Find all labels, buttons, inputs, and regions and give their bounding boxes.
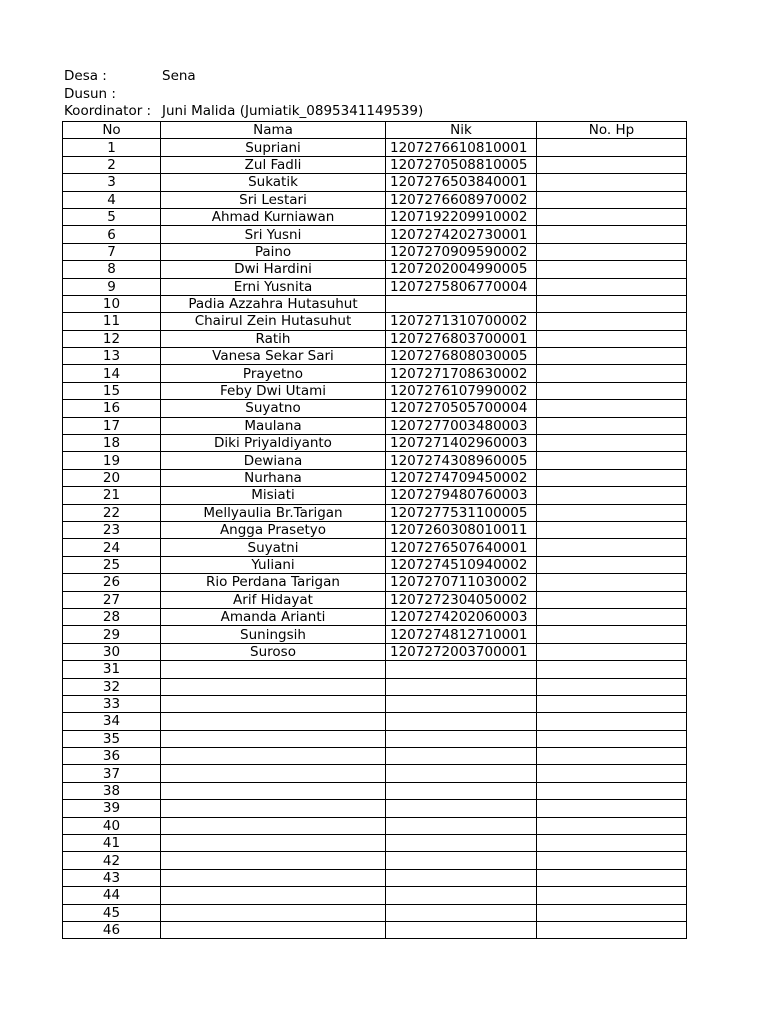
- cell-no: 33: [63, 695, 161, 712]
- cell-nama: [161, 782, 386, 799]
- table-row: [63, 869, 687, 886]
- cell-no: 28: [63, 608, 161, 625]
- cell-no-hp: [537, 139, 687, 156]
- table-row: [63, 365, 687, 382]
- cell-nama: Dewiana: [161, 452, 386, 469]
- cell-no: 11: [63, 313, 161, 330]
- cell-nik: [386, 713, 537, 730]
- cell-no-hp: [537, 295, 687, 312]
- cell-no: 43: [63, 869, 161, 886]
- cell-nama: Suyatno: [161, 400, 386, 417]
- cell-no: 1: [63, 139, 161, 156]
- cell-nama: Paino: [161, 243, 386, 260]
- cell-no-hp: [537, 765, 687, 782]
- cell-no: 44: [63, 887, 161, 904]
- cell-no-hp: [537, 887, 687, 904]
- table-row: [63, 678, 687, 695]
- table-row: [63, 469, 687, 486]
- cell-nama: Chairul Zein Hutasuhut: [161, 313, 386, 330]
- table-body: [63, 139, 687, 939]
- cell-no: 24: [63, 539, 161, 556]
- cell-no-hp: [537, 504, 687, 521]
- cell-nama: Maulana: [161, 417, 386, 434]
- cell-no: 26: [63, 574, 161, 591]
- cell-nik: [386, 904, 537, 921]
- cell-no-hp: [537, 400, 687, 417]
- cell-no: 45: [63, 904, 161, 921]
- cell-nik: 1207270909590002: [386, 243, 537, 260]
- table-row: [63, 139, 687, 156]
- cell-nik: 1207192209910002: [386, 208, 537, 225]
- cell-no-hp: [537, 417, 687, 434]
- cell-no: 23: [63, 521, 161, 538]
- table-row: [63, 921, 687, 938]
- cell-nik: [386, 748, 537, 765]
- cell-no-hp: [537, 156, 687, 173]
- cell-nik: [386, 695, 537, 712]
- cell-nama: Padia Azzahra Hutasuhut: [161, 295, 386, 312]
- table-row: [63, 556, 687, 573]
- table-row: [63, 261, 687, 278]
- table-row: [63, 313, 687, 330]
- table-row: [63, 417, 687, 434]
- table-row: [63, 817, 687, 834]
- cell-nik: 1207271310700002: [386, 313, 537, 330]
- cell-nama: Feby Dwi Utami: [161, 382, 386, 399]
- cell-no: 9: [63, 278, 161, 295]
- cell-nama: [161, 887, 386, 904]
- cell-no: 2: [63, 156, 161, 173]
- cell-no-hp: [537, 713, 687, 730]
- cell-nik: [386, 765, 537, 782]
- table-row: [63, 591, 687, 608]
- table-row: [63, 835, 687, 852]
- cell-no: 32: [63, 678, 161, 695]
- cell-nik: [386, 782, 537, 799]
- cell-no: 34: [63, 713, 161, 730]
- cell-nik: 1207274510940002: [386, 556, 537, 573]
- column-header-nik: Nik: [386, 122, 537, 139]
- cell-no-hp: [537, 348, 687, 365]
- cell-no-hp: [537, 748, 687, 765]
- cell-no: 3: [63, 174, 161, 191]
- cell-no: 7: [63, 243, 161, 260]
- cell-no-hp: [537, 243, 687, 260]
- cell-nik: 1207276507640001: [386, 539, 537, 556]
- cell-nik: 1207274812710001: [386, 626, 537, 643]
- table-row: [63, 330, 687, 347]
- cell-no-hp: [537, 313, 687, 330]
- cell-nama: [161, 904, 386, 921]
- cell-no-hp: [537, 487, 687, 504]
- cell-no: 40: [63, 817, 161, 834]
- cell-no-hp: [537, 661, 687, 678]
- table-row: [63, 765, 687, 782]
- table-row: [63, 782, 687, 799]
- cell-nik: [386, 869, 537, 886]
- cell-no-hp: [537, 191, 687, 208]
- table-row: [63, 435, 687, 452]
- cell-nik: 1207202004990005: [386, 261, 537, 278]
- cell-no: 17: [63, 417, 161, 434]
- cell-nama: Yuliani: [161, 556, 386, 573]
- cell-no-hp: [537, 556, 687, 573]
- cell-nama: [161, 800, 386, 817]
- cell-nik: [386, 835, 537, 852]
- cell-no-hp: [537, 817, 687, 834]
- cell-no-hp: [537, 921, 687, 938]
- cell-no-hp: [537, 678, 687, 695]
- cell-nama: Erni Yusnita: [161, 278, 386, 295]
- cell-no-hp: [537, 365, 687, 382]
- table-row: [63, 452, 687, 469]
- cell-no-hp: [537, 226, 687, 243]
- cell-nik: 1207279480760003: [386, 487, 537, 504]
- table-row: [63, 208, 687, 225]
- cell-no-hp: [537, 782, 687, 799]
- desa-row: [64, 68, 423, 86]
- cell-nik: 1207276803700001: [386, 330, 537, 347]
- cell-no: 30: [63, 643, 161, 660]
- cell-nama: Supriani: [161, 139, 386, 156]
- cell-nik: 1207276608970002: [386, 191, 537, 208]
- cell-no-hp: [537, 835, 687, 852]
- cell-nama: Ratih: [161, 330, 386, 347]
- cell-no-hp: [537, 852, 687, 869]
- cell-no: 41: [63, 835, 161, 852]
- cell-nik: 1207277531100005: [386, 504, 537, 521]
- cell-no: 31: [63, 661, 161, 678]
- cell-no: 38: [63, 782, 161, 799]
- cell-nama: Mellyaulia Br.Tarigan: [161, 504, 386, 521]
- cell-no-hp: [537, 869, 687, 886]
- koordinator-label: Koordinator :: [64, 103, 152, 119]
- cell-nik: [386, 852, 537, 869]
- cell-no-hp: [537, 208, 687, 225]
- table-row: [63, 904, 687, 921]
- koordinator-value: Juni Malida (Jumiatik_0895341149539): [162, 103, 424, 119]
- cell-nik: 1207270508810005: [386, 156, 537, 173]
- cell-nik: 1207276107990002: [386, 382, 537, 399]
- cell-nama: [161, 765, 386, 782]
- cell-no-hp: [537, 608, 687, 625]
- table-row: [63, 278, 687, 295]
- table-header-row: [63, 122, 687, 139]
- cell-nik: [386, 817, 537, 834]
- cell-nama: [161, 713, 386, 730]
- cell-no: 16: [63, 400, 161, 417]
- cell-no-hp: [537, 452, 687, 469]
- cell-nama: [161, 678, 386, 695]
- cell-nama: Amanda Arianti: [161, 608, 386, 625]
- cell-no: 21: [63, 487, 161, 504]
- cell-nik: [386, 295, 537, 312]
- table-row: [63, 608, 687, 625]
- cell-no-hp: [537, 330, 687, 347]
- cell-nik: 1207276503840001: [386, 174, 537, 191]
- cell-nama: Rio Perdana Tarigan: [161, 574, 386, 591]
- cell-nama: Sukatik: [161, 174, 386, 191]
- table-row: [63, 661, 687, 678]
- cell-no: 39: [63, 800, 161, 817]
- cell-no: 37: [63, 765, 161, 782]
- cell-no-hp: [537, 521, 687, 538]
- cell-no-hp: [537, 574, 687, 591]
- table-row: [63, 226, 687, 243]
- cell-no-hp: [537, 435, 687, 452]
- cell-no: 42: [63, 852, 161, 869]
- cell-no: 18: [63, 435, 161, 452]
- cell-nama: Sri Yusni: [161, 226, 386, 243]
- table-row: [63, 748, 687, 765]
- cell-no: 36: [63, 748, 161, 765]
- cell-nik: 1207276610810001: [386, 139, 537, 156]
- cell-no: 35: [63, 730, 161, 747]
- cell-nama: Suroso: [161, 643, 386, 660]
- cell-no: 12: [63, 330, 161, 347]
- table-row: [63, 504, 687, 521]
- cell-nama: Diki Priyaldiyanto: [161, 435, 386, 452]
- table-row: [63, 887, 687, 904]
- cell-no: 15: [63, 382, 161, 399]
- cell-nik: 1207274202730001: [386, 226, 537, 243]
- table-row: [63, 295, 687, 312]
- cell-nik: [386, 730, 537, 747]
- cell-no: 22: [63, 504, 161, 521]
- cell-nama: [161, 661, 386, 678]
- cell-no-hp: [537, 469, 687, 486]
- cell-no: 25: [63, 556, 161, 573]
- cell-nik: 1207272304050002: [386, 591, 537, 608]
- cell-nama: Angga Prasetyo: [161, 521, 386, 538]
- table-row: [63, 626, 687, 643]
- cell-nik: 1207274709450002: [386, 469, 537, 486]
- cell-no: 46: [63, 921, 161, 938]
- table-row: [63, 643, 687, 660]
- cell-nama: Dwi Hardini: [161, 261, 386, 278]
- cell-nama: Nurhana: [161, 469, 386, 486]
- cell-nama: [161, 730, 386, 747]
- cell-nama: [161, 817, 386, 834]
- cell-no-hp: [537, 800, 687, 817]
- table-row: [63, 191, 687, 208]
- cell-nik: 1207274202060003: [386, 608, 537, 625]
- cell-nama: [161, 869, 386, 886]
- table-row: [63, 156, 687, 173]
- cell-nik: [386, 921, 537, 938]
- cell-nik: 1207270711030002: [386, 574, 537, 591]
- cell-no: 14: [63, 365, 161, 382]
- cell-nama: Suyatni: [161, 539, 386, 556]
- cell-no: 4: [63, 191, 161, 208]
- cell-nik: 1207275806770004: [386, 278, 537, 295]
- cell-nama: Arif Hidayat: [161, 591, 386, 608]
- cell-no: 29: [63, 626, 161, 643]
- cell-nama: [161, 695, 386, 712]
- document-header: [64, 68, 423, 121]
- cell-no-hp: [537, 261, 687, 278]
- column-header-no: No: [63, 122, 161, 139]
- column-header-nama: Nama: [161, 122, 386, 139]
- table-row: [63, 695, 687, 712]
- column-header-no-hp: No. Hp: [537, 122, 687, 139]
- cell-no-hp: [537, 174, 687, 191]
- cell-nama: [161, 852, 386, 869]
- cell-no-hp: [537, 695, 687, 712]
- table-row: [63, 174, 687, 191]
- table-row: [63, 487, 687, 504]
- table-row: [63, 574, 687, 591]
- cell-nik: 1207260308010011: [386, 521, 537, 538]
- cell-no-hp: [537, 643, 687, 660]
- cell-no-hp: [537, 382, 687, 399]
- cell-nik: [386, 800, 537, 817]
- cell-nama: Vanesa Sekar Sari: [161, 348, 386, 365]
- cell-no-hp: [537, 539, 687, 556]
- cell-no-hp: [537, 591, 687, 608]
- dusun-row: [64, 86, 423, 104]
- cell-no: 5: [63, 208, 161, 225]
- cell-nik: 1207276808030005: [386, 348, 537, 365]
- cell-nik: [386, 887, 537, 904]
- cell-nama: Prayetno: [161, 365, 386, 382]
- cell-no: 27: [63, 591, 161, 608]
- cell-nama: [161, 921, 386, 938]
- table-row: [63, 730, 687, 747]
- cell-no: 19: [63, 452, 161, 469]
- cell-no: 13: [63, 348, 161, 365]
- koordinator-row: [64, 103, 423, 121]
- cell-nama: Ahmad Kurniawan: [161, 208, 386, 225]
- table-row: [63, 243, 687, 260]
- cell-no-hp: [537, 904, 687, 921]
- cell-nik: 1207271708630002: [386, 365, 537, 382]
- table-row: [63, 521, 687, 538]
- table-row: [63, 852, 687, 869]
- cell-nik: 1207274308960005: [386, 452, 537, 469]
- cell-nik: [386, 678, 537, 695]
- cell-no-hp: [537, 730, 687, 747]
- table-row: [63, 713, 687, 730]
- cell-nama: [161, 748, 386, 765]
- cell-no-hp: [537, 278, 687, 295]
- cell-nama: Sri Lestari: [161, 191, 386, 208]
- cell-nik: 1207270505700004: [386, 400, 537, 417]
- table-row: [63, 348, 687, 365]
- desa-value: Sena: [162, 68, 196, 84]
- desa-label: Desa :: [64, 68, 107, 84]
- cell-nama: Suningsih: [161, 626, 386, 643]
- dusun-label: Dusun :: [64, 85, 116, 102]
- cell-nama: Zul Fadli: [161, 156, 386, 173]
- cell-no: 10: [63, 295, 161, 312]
- table-row: [63, 539, 687, 556]
- cell-nama: Misiati: [161, 487, 386, 504]
- member-table: [62, 121, 687, 939]
- cell-no-hp: [537, 626, 687, 643]
- cell-nik: 1207272003700001: [386, 643, 537, 660]
- cell-no: 6: [63, 226, 161, 243]
- table-row: [63, 382, 687, 399]
- cell-no: 20: [63, 469, 161, 486]
- cell-nik: [386, 661, 537, 678]
- table-row: [63, 400, 687, 417]
- cell-nik: 1207277003480003: [386, 417, 537, 434]
- cell-nik: 1207271402960003: [386, 435, 537, 452]
- cell-no: 8: [63, 261, 161, 278]
- cell-nama: [161, 835, 386, 852]
- table-row: [63, 800, 687, 817]
